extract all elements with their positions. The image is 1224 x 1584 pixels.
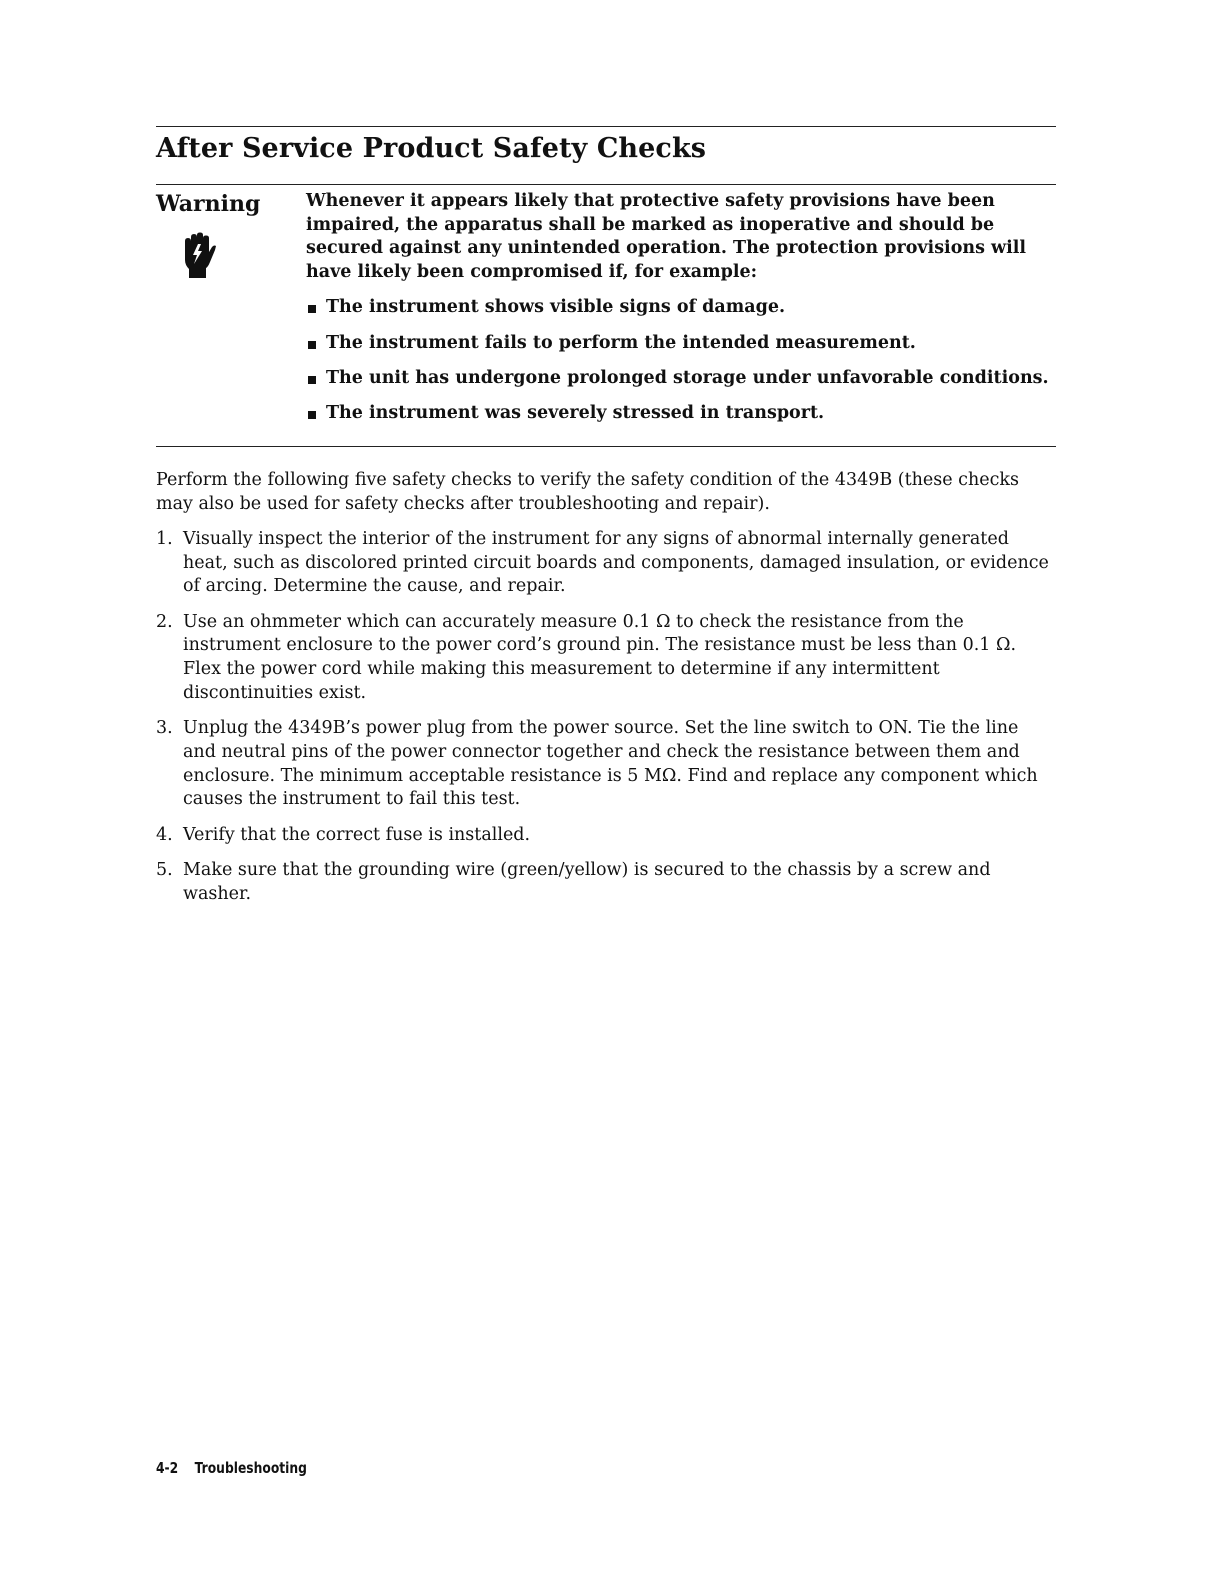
page-title: After Service Product Safety Checks: [156, 133, 707, 164]
warning-bottom-rule: [156, 446, 1056, 447]
step-text: Verify that the correct fuse is installed.: [183, 824, 531, 845]
bullet-square-icon: [308, 341, 316, 349]
warning-bullet-text: The instrument was severely stressed in transport.: [326, 403, 825, 424]
safety-check-step: [156, 717, 1056, 812]
step-number: 3.: [156, 718, 173, 739]
warning-bullet-text: The instrument shows visible signs of damage.: [326, 297, 786, 318]
warning-body: [306, 190, 1056, 426]
page-footer: [156, 1458, 307, 1478]
safety-check-step: [156, 824, 1056, 848]
step-number: 5.: [156, 859, 173, 880]
page-content: [156, 126, 1056, 906]
bullet-square-icon: [308, 305, 316, 313]
warning-label-column: [156, 190, 306, 426]
step-text: Make sure that the grounding wire (green/yellow) is secured to the chassis by a screw and washer.: [183, 859, 991, 904]
title-top-rule: [156, 126, 1056, 127]
safety-check-step: [156, 528, 1056, 599]
step-text: Visually inspect the interior of the instrument for any signs of abnormal internally generated heat, such as discolored printed circuit boards and components, damaged insulation, or evidence of arcing. Determine the cause, and repair.: [183, 529, 1049, 597]
safety-check-list: [156, 528, 1056, 906]
warning-bullet-text: The unit has undergone prolonged storage under unfavorable conditions.: [326, 368, 1049, 388]
step-text: Use an ohmmeter which can accurately measure 0.1 Ω to check the resistance from the instrument enclosure to the power cord’s ground pin. The resistance must be less than 0.1 Ω. Flex the power cord while making this measurement to determine if any intermittent discontinuities exist.: [183, 611, 1017, 703]
warning-bullet: [306, 332, 1056, 356]
warning-bullet-list: [306, 296, 1056, 426]
warning-text: Whenever it appears likely that protective safety provisions have been impaired, the apparatus shall be marked as inoperative and should be secured against any unintended operation. The protection provisions will have likely been compromised if, for example:: [306, 191, 1027, 283]
footer-section-name: Troubleshooting: [194, 1459, 307, 1477]
intro-paragraph: Perform the following five safety checks to verify the safety condition of the 4349B (these checks may also be used for safety checks after troubleshooting and repair).: [156, 470, 1019, 514]
bullet-square-icon: [308, 376, 316, 384]
bullet-square-icon: [308, 411, 316, 419]
step-number: 4.: [156, 824, 173, 845]
hand-warning-icon: [180, 232, 216, 278]
warning-bullet-text: The instrument fails to perform the intended measurement.: [326, 332, 916, 353]
safety-check-step: [156, 611, 1056, 706]
safety-check-step: [156, 859, 1056, 906]
footer-page-number: 4-2: [156, 1459, 179, 1477]
step-number: 1.: [156, 529, 173, 549]
warning-label: Warning: [156, 191, 261, 217]
warning-bullet: [306, 402, 1056, 426]
step-text: Unplug the 4349B’s power plug from the power source. Set the line switch to ON. Tie the line and neutral pins of the power connector together and check the resistance between them and enclosure. The minimum acceptable resistance is 5 MΩ. Find and replace any component which causes the instrument to fail this test.: [183, 718, 1038, 810]
safety-checks-section: [156, 469, 1056, 906]
step-number: 2.: [156, 611, 173, 632]
warning-block: [156, 185, 1056, 446]
warning-bullet: [306, 367, 1056, 391]
warning-bullet: [306, 296, 1056, 320]
